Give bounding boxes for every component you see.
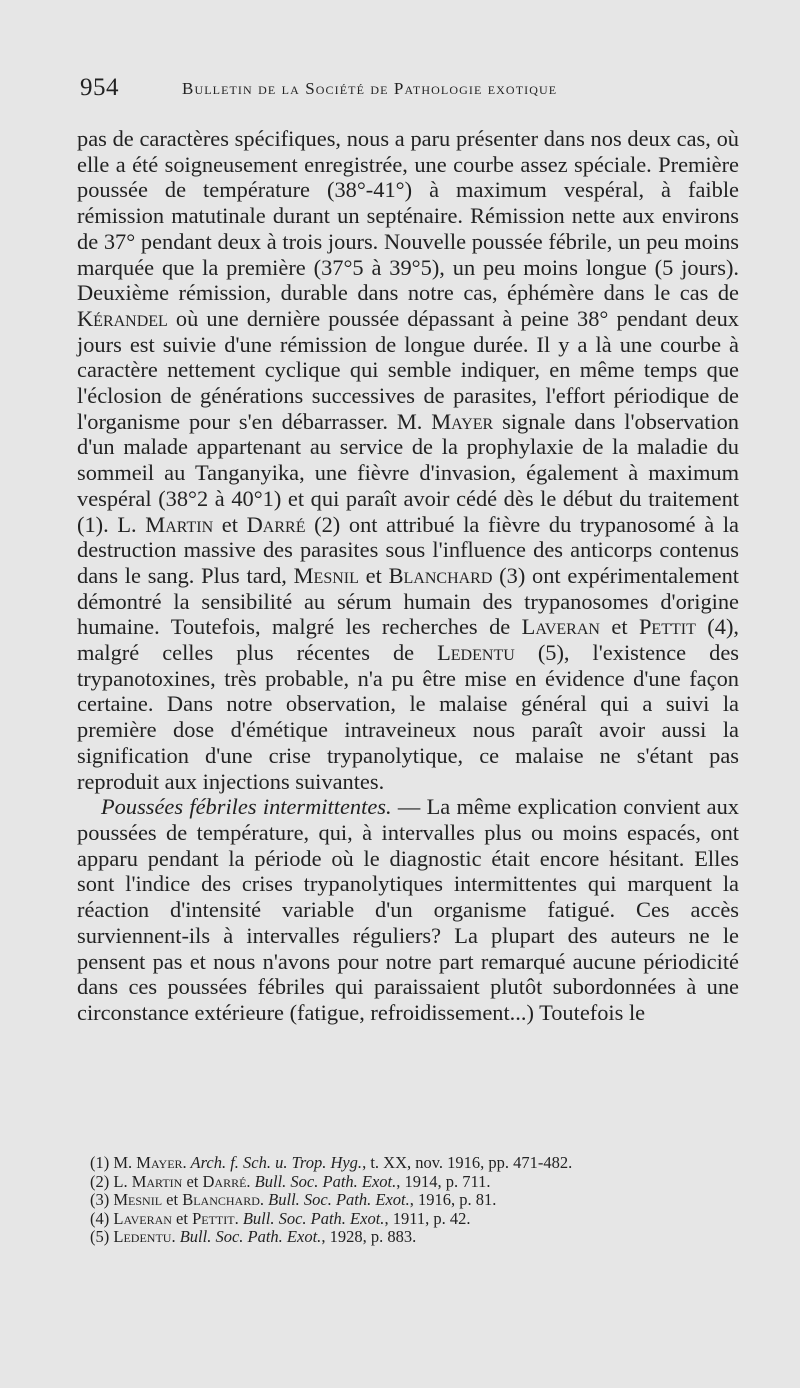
author-name: Mayer. — [136, 1153, 187, 1172]
text-run: (3) ont expérimentalement démontré la sensibilité au sérum humain des trypanosomes d'origine humaine. Toutefois, malgré les recherches de — [77, 562, 739, 640]
text-run: (4) — [90, 1208, 114, 1228]
text-run: , t. XX, nov. 1916, pp. 471-482. — [362, 1153, 573, 1172]
italic-text: Poussées fébriles intermittentes. — [101, 794, 392, 820]
body-text — [77, 126, 739, 1026]
italic-text: Bull. Soc. Path. Exot. — [175, 1227, 322, 1247]
text-run: (1) M. — [90, 1153, 137, 1172]
author-name: Pettit — [638, 614, 696, 640]
page-number: 954 — [80, 74, 119, 101]
text-run: et — [358, 562, 389, 588]
text-run: et — [162, 1190, 183, 1210]
author-name: Martin — [131, 1171, 183, 1191]
text-run: , 1911, p. 42. — [384, 1208, 471, 1228]
text-run: (5), l'existence des trypanotoxines, très probable, n'a pu être mise en évidence d'une façon certaine. Dans notre observation, le malaise général qui a suivi la première dose d'émétique intraveineux nous paraît avoir aussi la signification d'une crise trypanolytique, ce malaise ne s'étant pas reproduit aux injections suivantes. — [77, 640, 739, 794]
text-run: pas de caractères spécifiques, nous a paru présenter dans nos deux cas, où elle a été soigneusement enregistrée, une courbe assez spéciale. Première poussée de température (38°-41°) à maximum vespéral, à faible rémission matutinale durant un septénaire. Rémission nette aux environs de 37° pendant deux à trois jours. Nouvelle poussée fébrile, un peu moins marquée que la première (37°5 à 39°5), un peu moins longue (5 jours). Deuxième rémission, durable dans notre cas, éphémère dans le cas de — [77, 126, 739, 306]
text-run: (2) L. — [90, 1171, 132, 1191]
text-run: — La même explication convient aux poussées de température, qui, à intervalles plus ou moins espacés, ont apparu pendant la période où le diagnostic était encore hésitant. Elles sont l'indice des crises trypanolytiques intermittentes qui marquent la réaction d'intensité variable d'un organisme fatigué. Ces accès surviennent-ils à intervalles réguliers? La plupart des auteurs ne le pensent pas et nous n'avons pour notre part remarqué aucune périodicité dans ces poussées fébriles qui paraissaient plutôt subordonnées à une circonstance extérieure (fatigue, refroidissement...) Toutefois le — [77, 794, 739, 1025]
author-name: Ledentu — [437, 640, 515, 666]
author-name: Martin — [145, 511, 214, 537]
footnote — [90, 1191, 740, 1210]
text-run: (3) — [90, 1190, 114, 1210]
italic-text: Bull. Soc. Path. Exot. — [250, 1171, 397, 1191]
author-name: Mesnil — [293, 562, 359, 588]
author-name: Blanchard — [388, 562, 493, 588]
italic-text: Arch. f. Sch. u. Trop. Hyg. — [186, 1153, 363, 1172]
author-name: Blanchard. — [182, 1190, 265, 1210]
page-header — [80, 74, 740, 114]
text-run: , 1928, p. 883. — [321, 1227, 417, 1247]
author-name: Darré — [246, 511, 306, 537]
author-name: Mesnil — [113, 1190, 163, 1210]
text-run: et — [599, 614, 639, 640]
text-run: , 1916, p. 81. — [409, 1190, 497, 1210]
author-name: Pettit. — [192, 1208, 239, 1228]
text-run: (5) — [90, 1227, 114, 1247]
footnote — [90, 1228, 740, 1247]
text-run: , 1914, p. 711. — [396, 1171, 491, 1191]
italic-text: Bull. Soc. Path. Exot. — [264, 1190, 410, 1210]
running-title: Bulletin de la Société de Pathologie exotique — [182, 79, 558, 98]
text-run: signale dans l'observation d'un malade appartenant au service de la prophylaxie de la maladie du sommeil au Tanganyika, une fièvre d'invasion, également à maximum vespéral (38°2 à 40°1) et qui paraît avoir cédé dès le début du traitement (1). L. — [77, 408, 739, 537]
footnote — [90, 1173, 740, 1192]
text-run: où une dernière poussée dépassant à peine 38° pendant deux jours est suivie d'une rémission de longue durée. Il y a là une courbe à caractère nettement cyclique qui semble indiquer, en même temps que l'éclosion de générations successives de parasites, l'effort périodique de l'organisme pour s'en débarrasser. M. — [77, 305, 739, 434]
text-run: et — [171, 1208, 193, 1228]
text-run: et — [213, 511, 247, 537]
text-run: (2) ont attribué la fièvre du trypanosomé à la destruction massive des parasites sous l'influence des anticorps contenus dans le sang. Plus tard, — [77, 511, 739, 588]
paragraph — [77, 794, 739, 1025]
footnotes — [90, 1154, 740, 1247]
footnote — [90, 1154, 740, 1173]
text-run: et — [182, 1171, 203, 1191]
author-name: Darré. — [202, 1171, 251, 1191]
author-name: Laveran — [113, 1208, 172, 1228]
author-name: Mayer — [431, 408, 494, 434]
italic-text: Bull. Soc. Path. Exot. — [238, 1208, 385, 1228]
author-name: Ledentu. — [113, 1227, 176, 1247]
footnote — [90, 1210, 740, 1229]
author-name: Kérandel — [77, 305, 168, 331]
text-run: (4), malgré celles plus récentes de — [77, 614, 740, 666]
author-name: Laveran — [521, 614, 600, 640]
paragraph — [77, 126, 739, 794]
